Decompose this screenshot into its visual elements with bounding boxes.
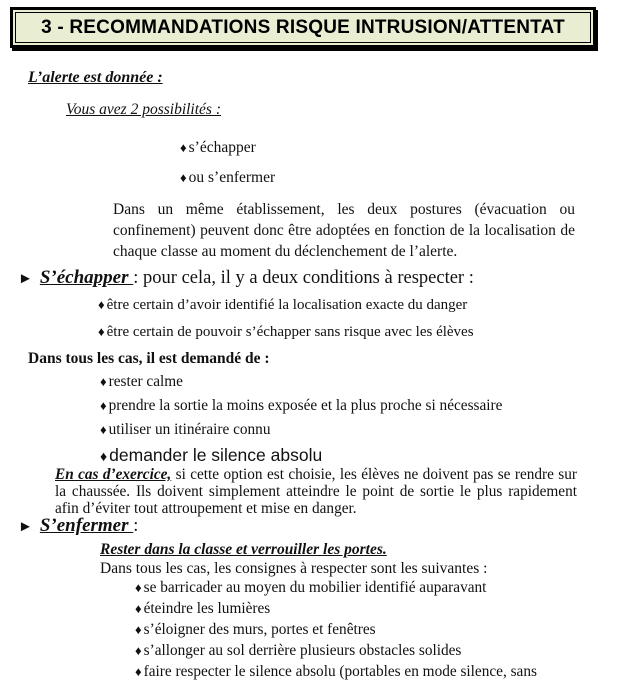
list-item	[135, 664, 621, 680]
diamond-bullet-icon: ♦	[100, 422, 107, 437]
arrow-right-icon: ►	[18, 271, 33, 287]
diamond-bullet-icon: ♦	[100, 448, 108, 464]
list-item	[135, 643, 621, 659]
diamond-bullet-icon: ♦	[135, 622, 142, 637]
list-item-text: être certain de pouvoir s’échapper sans risque avec les élèves	[106, 324, 474, 340]
escape-conditions-list	[98, 296, 621, 341]
list-item-text: prendre la sortie la moins exposée et la plus proche si nécessaire	[108, 397, 503, 414]
list-item-text: être certain d’avoir identifié la localisation exacte du danger	[106, 297, 468, 313]
demands-list	[100, 373, 621, 438]
list-item-text: éteindre les lumières	[143, 600, 271, 617]
escape-section-heading	[18, 266, 621, 291]
list-item	[100, 421, 621, 438]
diamond-bullet-icon: ♦	[180, 170, 187, 185]
list-item-text: s’éloigner des murs, portes et fenêtres	[143, 621, 376, 638]
list-item	[135, 622, 621, 638]
diamond-bullet-icon: ♦	[135, 580, 142, 595]
exercise-lead: En cas d’exercice,	[55, 466, 172, 483]
list-item-text: s’allonger au sol derrière plusieurs obstacles solides	[143, 642, 462, 659]
list-item	[180, 139, 621, 156]
options-list	[180, 139, 621, 186]
list-item	[135, 580, 621, 596]
intro-paragraph: Dans un même établissement, les deux postures (évacuation ou confinement) peuvent donc être adoptées en fonction de la localisation de chaque classe au moment du déclenchement de l’alerte.	[113, 201, 575, 260]
demand-highlight-item	[100, 445, 621, 466]
diamond-bullet-icon: ♦	[100, 374, 107, 389]
diamond-bullet-icon: ♦	[98, 324, 105, 339]
title-banner	[10, 7, 596, 48]
lockdown-heading-label: S’enfermer	[39, 515, 134, 536]
escape-heading-label: S’échapper	[39, 267, 134, 288]
list-item	[100, 373, 621, 390]
possibilities-heading: Vous avez 2 possibilités :	[66, 101, 221, 118]
list-item	[180, 169, 621, 186]
list-item-text: se barricader au moyen du mobilier identifié auparavant	[143, 579, 487, 596]
exercise-text: si cette option est choisie, les élèves ne doivent pas se rendre sur la chaussée. Ils doivent simplement atteindre le point de sortie le plus rapidement afin d’éviter tout attroupement et mise en danger.	[55, 466, 577, 517]
lockdown-heading-rest: :	[133, 516, 139, 536]
list-item-text: rester calme	[108, 373, 183, 390]
list-item-text: utiliser un itinéraire connu	[108, 421, 271, 438]
alert-heading: L’alerte est donnée :	[28, 69, 163, 86]
demand-heading: Dans tous les cas, il est demandé de :	[28, 350, 270, 367]
diamond-bullet-icon: ♦	[135, 601, 142, 616]
diamond-bullet-icon: ♦	[98, 297, 105, 312]
exercise-paragraph	[55, 466, 577, 517]
list-item	[135, 601, 621, 617]
demand-highlight-text: demander le silence absolu	[109, 445, 323, 465]
list-item	[100, 397, 621, 414]
list-item-text: s’échapper	[188, 139, 256, 156]
document-page	[0, 7, 621, 698]
instructions-list	[135, 580, 621, 680]
instructions-heading: Dans tous les cas, les consignes à respecter sont les suivantes :	[100, 560, 488, 577]
diamond-bullet-icon: ♦	[135, 664, 142, 679]
diamond-bullet-icon: ♦	[100, 398, 107, 413]
list-item-text: ou s’enfermer	[188, 169, 276, 186]
escape-heading-rest: : pour cela, il y a deux conditions à respecter :	[133, 268, 474, 288]
list-item	[98, 296, 621, 314]
lockdown-section-heading	[18, 514, 621, 539]
diamond-bullet-icon: ♦	[135, 643, 142, 658]
list-item-text: faire respecter le silence absolu (portables en mode silence, sans	[143, 663, 537, 680]
lockdown-subheading: Rester dans la classe et verrouiller les portes.	[100, 541, 387, 558]
page-title: 3 - RECOMMANDATIONS RISQUE INTRUSION/ATTENTAT	[41, 16, 565, 38]
arrow-right-icon: ►	[18, 519, 33, 535]
list-item	[98, 323, 621, 341]
diamond-bullet-icon: ♦	[180, 140, 187, 155]
